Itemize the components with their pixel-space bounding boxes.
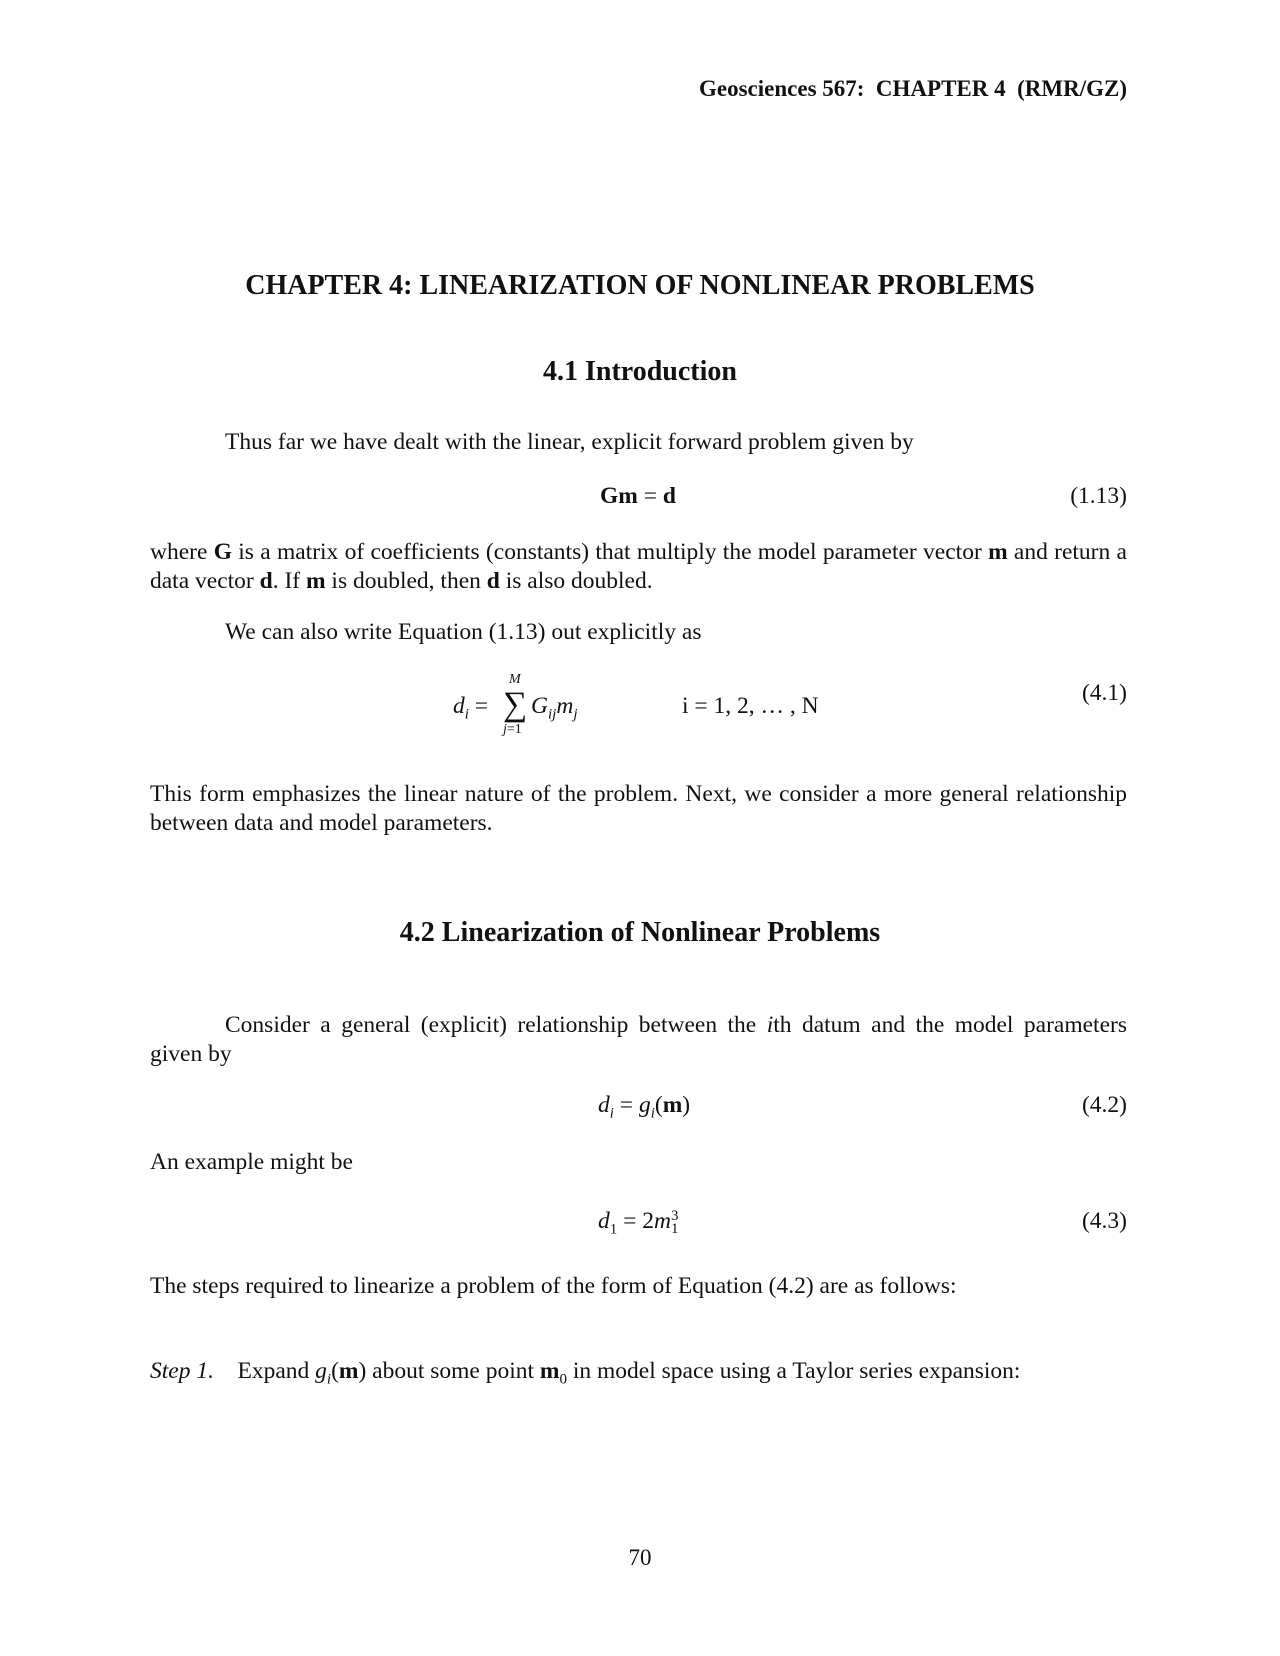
chapter-title: CHAPTER 4: LINEARIZATION OF NONLINEAR PROBLEMS [245, 270, 1035, 301]
section-title-4-1: 4.1 Introduction [543, 356, 737, 387]
step-1-label: Step 1. [150, 1358, 214, 1384]
paragraph-steps: The steps required to linearize a problem of the form of Equation (4.2) are as follows: [150, 1273, 957, 1299]
section-title-4-2: 4.2 Linearization of Nonlinear Problems [399, 917, 881, 948]
paragraph-matrix-description: where G is a matrix of coefficients (constants) that multiply the model parameter vector m and return a data vector d. If m is doubled, then d is also doubled. [150, 539, 1127, 594]
running-header: Geosciences 567: CHAPTER 4 (RMR/GZ) [699, 76, 1127, 101]
equation-4-3: $d_1 = 2m3$ 1 [598, 1207, 679, 1238]
paragraph-general-relationship: Consider a general (explicit) relationship between the ith datum and the model parameters given by [150, 1012, 1127, 1067]
paragraph-linear-nature: This form emphasizes the linear nature of the problem. Next, we consider a more general relationship between data and model parameters. [150, 781, 1127, 836]
page-number: 70 [628, 1545, 652, 1570]
step-1: Step 1. Expand $g_i(m)$ about some point $m_0$ in model space using a Taylor series expansion: [150, 1358, 1021, 1388]
equation-4-1-index-range: i = 1, 2, … , N [682, 693, 819, 719]
equation-4-2: $d_i = g_i(m)$ [598, 1092, 691, 1122]
equation-number-4-2: (4.2) [1081, 1092, 1127, 1118]
paragraph-example: An example might be [150, 1149, 353, 1175]
paragraph-explicit: We can also write Equation (1.13) out explicitly as [225, 619, 702, 645]
equation-number-1-13: (1.13) [1070, 483, 1127, 509]
equation-number-4-3: (4.3) [1081, 1208, 1127, 1234]
paragraph-intro: Thus far we have dealt with the linear, explicit forward problem given by [225, 429, 914, 455]
equation-number-4-1: (4.1) [1081, 680, 1127, 706]
equation-1-13: Gm = d [600, 483, 676, 509]
